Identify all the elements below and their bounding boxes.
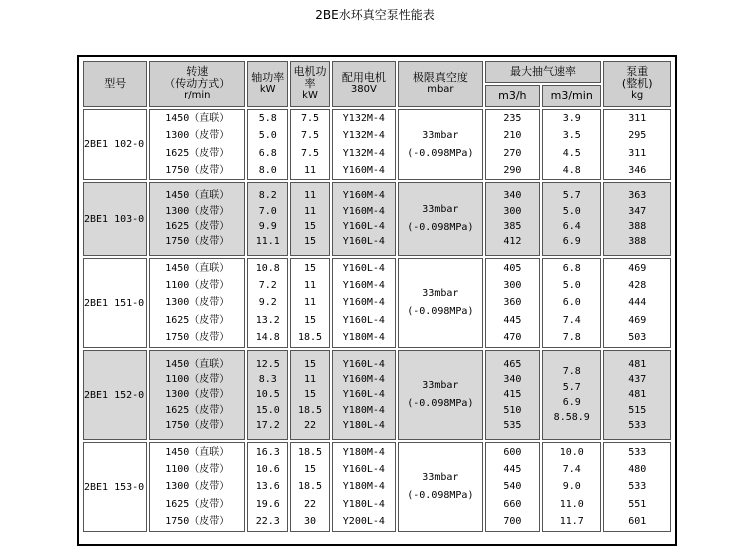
rate-m3h-value: 385 — [503, 221, 522, 232]
motor-value: Y180M-4 — [342, 481, 385, 493]
vacuum-value: 33mbar — [422, 129, 459, 141]
rate-m3min-value: 7.4 — [562, 314, 581, 326]
motor-power-value: 15 — [303, 314, 317, 326]
rate-m3min-cell — [542, 442, 601, 532]
speed-value: 1300（皮带） — [165, 481, 230, 493]
speed-value: 1625（皮带） — [165, 221, 230, 232]
rate-m3h-value: 700 — [503, 515, 522, 527]
motor-value: Y180M-4 — [342, 331, 385, 343]
table-row — [83, 258, 671, 348]
vacuum-value: 33mbar — [422, 288, 459, 299]
rate-m3min-value: 8.58.9 — [553, 412, 590, 424]
header-rate-m3min: m3/min — [542, 85, 601, 107]
motor-value: Y160M-4 — [342, 205, 385, 217]
rate-m3h-value: 290 — [503, 164, 522, 176]
table-row — [83, 109, 671, 180]
speed-value: 1300（皮带） — [165, 130, 230, 142]
shaft-power-value: 10.5 — [255, 389, 280, 401]
weight-value: 481 — [628, 358, 647, 370]
motor-value: Y132M-4 — [342, 130, 385, 142]
motor-power-value: 18.5 — [297, 481, 323, 493]
weight-value: 388 — [628, 221, 647, 232]
header-speed-label: 转速 — [186, 65, 209, 78]
weight-value: 437 — [628, 373, 647, 385]
weight-cell — [603, 182, 671, 256]
header-speed — [149, 61, 245, 107]
speed-value: 1750（皮带） — [165, 236, 230, 248]
shaft-power-value: 9.9 — [258, 221, 277, 232]
speed-value: 1625（皮带） — [165, 314, 230, 326]
rate-m3min-value: 5.0 — [562, 205, 581, 217]
shaft-power-value: 13.2 — [255, 314, 280, 326]
speed-cell — [149, 109, 245, 180]
rate-m3h-value: 535 — [503, 420, 522, 432]
rate-m3h-value: 600 — [503, 447, 522, 459]
rate-m3h-value: 360 — [503, 297, 522, 309]
motor-power-value: 18.5 — [297, 404, 323, 416]
motor-power-cell — [290, 109, 329, 180]
motor-value: Y200L-4 — [342, 515, 385, 527]
speed-value: 1750（皮带） — [165, 420, 230, 432]
speed-value: 1300（皮带） — [165, 389, 230, 401]
rate-m3h-value: 465 — [503, 358, 522, 370]
header-vacuum — [398, 61, 483, 107]
rate-m3min-value: 6.9 — [562, 397, 581, 408]
motor-value: Y132M-4 — [342, 147, 385, 159]
rate-m3h-value: 445 — [503, 464, 522, 476]
shaft-power-value: 7.0 — [258, 205, 277, 217]
vacuum-cell — [398, 109, 483, 180]
shaft-power-value: 5.0 — [258, 130, 277, 142]
rate-m3min-cell — [542, 258, 601, 348]
header-motor-power-label-2: 率 — [304, 77, 316, 90]
weight-value: 601 — [628, 515, 647, 527]
motor-cell — [332, 258, 396, 348]
rate-m3min-value: 10.0 — [559, 447, 584, 459]
motor-value: Y160L-4 — [342, 389, 385, 401]
header-motor-power-unit: kW — [302, 90, 318, 101]
speed-cell — [149, 258, 245, 348]
motor-value: Y160M-4 — [342, 280, 385, 292]
motor-power-value: 22 — [303, 498, 317, 510]
performance-table — [81, 59, 673, 534]
weight-value: 469 — [628, 314, 647, 326]
rate-m3h-value: 412 — [503, 236, 522, 248]
motor-value: Y180L-4 — [342, 420, 385, 432]
rate-m3h-value: 235 — [503, 113, 522, 125]
motor-power-value: 11 — [303, 280, 317, 292]
motor-value: Y180M-4 — [342, 404, 385, 416]
header-shaft-power — [247, 61, 288, 107]
rate-m3min-value: 4.8 — [562, 164, 581, 176]
vacuum-pressure: (-0.098MPa) — [407, 398, 474, 409]
motor-power-value: 11 — [303, 190, 317, 202]
rate-m3h-cell — [485, 442, 540, 532]
rate-m3min-value: 7.8 — [562, 366, 581, 378]
weight-value: 503 — [628, 331, 647, 343]
table-row — [83, 350, 671, 440]
rate-m3min-value: 9.0 — [562, 481, 581, 493]
motor-value: Y160L-4 — [342, 263, 385, 275]
header-weight — [603, 61, 671, 107]
shaft-power-value: 11.1 — [255, 236, 280, 248]
motor-value: Y160M-4 — [342, 164, 385, 176]
shaft-power-value: 10.6 — [255, 464, 280, 476]
motor-power-cell — [290, 258, 329, 348]
rate-m3h-value: 415 — [503, 389, 522, 401]
header-motor-voltage: 380V — [350, 84, 377, 95]
rate-m3h-value: 340 — [503, 190, 522, 202]
rate-m3h-value: 340 — [503, 373, 522, 385]
rate-m3min-cell — [542, 182, 601, 256]
shaft-power-cell — [247, 442, 288, 532]
rate-m3min-value: 7.4 — [562, 464, 581, 476]
motor-power-value: 11 — [303, 297, 317, 309]
motor-power-value: 7.5 — [300, 113, 320, 125]
shaft-power-value: 12.5 — [255, 358, 280, 370]
motor-cell — [332, 109, 396, 180]
weight-value: 311 — [628, 147, 647, 159]
rate-m3min-value: 4.5 — [562, 147, 581, 159]
rate-m3min-value: 5.7 — [562, 381, 581, 393]
vacuum-cell — [398, 258, 483, 348]
motor-power-value: 15 — [303, 389, 317, 401]
model-cell: 2BE1 152-0 — [83, 350, 147, 440]
speed-value: 1750（皮带） — [165, 164, 230, 176]
shaft-power-value: 17.2 — [255, 420, 280, 432]
motor-value: Y160L-4 — [342, 464, 385, 476]
rate-m3min-value: 11.0 — [559, 498, 584, 510]
speed-value: 1100（皮带） — [165, 373, 230, 385]
shaft-power-cell — [247, 109, 288, 180]
motor-value: Y180L-4 — [342, 498, 385, 510]
motor-value: Y160M-4 — [342, 190, 385, 202]
motor-power-value: 11 — [303, 164, 317, 176]
vacuum-pressure: (-0.098MPa) — [407, 147, 474, 159]
weight-value: 469 — [628, 263, 647, 275]
motor-power-value: 18.5 — [297, 331, 323, 343]
performance-table-frame — [77, 55, 677, 546]
model-cell: 2BE1 103-0 — [83, 182, 147, 256]
shaft-power-value: 8.2 — [258, 190, 277, 202]
page-title: 2BE水环真空泵性能表 — [315, 8, 435, 22]
motor-power-value: 15 — [303, 263, 317, 275]
weight-cell — [603, 258, 671, 348]
speed-value: 1450（直联） — [165, 190, 230, 202]
header-speed-unit: r/min — [184, 90, 211, 101]
rate-m3h-value: 470 — [503, 331, 522, 343]
header-rate-m3h: m3/h — [485, 85, 540, 107]
vacuum-pressure: (-0.098MPa) — [407, 222, 474, 233]
weight-value: 480 — [628, 464, 647, 476]
rate-m3h-cell — [485, 258, 540, 348]
rate-m3min-value: 3.5 — [562, 130, 581, 142]
vacuum-cell — [398, 182, 483, 256]
rate-m3min-value: 6.4 — [562, 221, 581, 232]
rate-m3h-cell — [485, 182, 540, 256]
speed-value: 1450（直联） — [165, 113, 230, 125]
rate-m3min-value: 5.7 — [562, 190, 581, 202]
shaft-power-value: 7.2 — [258, 280, 277, 292]
speed-value: 1625（皮带） — [165, 498, 230, 510]
header-motor-power — [290, 61, 329, 107]
header-vacuum-label: 极限真空度 — [412, 71, 468, 84]
motor-power-value: 11 — [303, 205, 317, 217]
rate-m3min-value: 6.8 — [562, 263, 581, 275]
speed-cell — [149, 442, 245, 532]
speed-value: 1450（直联） — [165, 447, 230, 459]
header-weight-unit: kg — [631, 90, 644, 101]
speed-value: 1100（皮带） — [165, 280, 230, 292]
speed-cell — [149, 182, 245, 256]
speed-value: 1100（皮带） — [165, 464, 230, 476]
rate-m3h-value: 210 — [503, 130, 522, 142]
motor-power-value: 22 — [303, 420, 317, 432]
weight-value: 346 — [628, 164, 647, 176]
weight-value: 444 — [628, 297, 647, 309]
rate-m3min-value: 3.9 — [562, 113, 581, 125]
rate-m3min-value: 5.0 — [562, 280, 581, 292]
motor-power-value: 15 — [303, 464, 317, 476]
speed-value: 1450（直联） — [165, 358, 230, 370]
motor-power-value: 11 — [303, 373, 317, 385]
model-cell: 2BE1 151-0 — [83, 258, 147, 348]
vacuum-cell — [398, 442, 483, 532]
weight-cell — [603, 109, 671, 180]
motor-power-value: 15 — [303, 358, 317, 370]
weight-value: 533 — [628, 420, 647, 432]
rate-m3h-value: 510 — [503, 404, 522, 416]
motor-value: Y160L-4 — [342, 236, 385, 248]
model-cell: 2BE1 153-0 — [83, 442, 147, 532]
shaft-power-value: 9.2 — [258, 297, 277, 309]
shaft-power-value: 22.3 — [255, 515, 280, 527]
rate-m3h-value: 300 — [503, 205, 522, 217]
header-speed-drive: （传动方式） — [164, 77, 231, 90]
header-motor — [332, 61, 396, 107]
motor-power-cell — [290, 350, 329, 440]
rate-m3min-cell — [542, 350, 601, 440]
shaft-power-value: 6.8 — [258, 147, 277, 159]
weight-value: 481 — [628, 389, 647, 401]
weight-value: 515 — [628, 404, 647, 416]
rate-m3h-value: 445 — [503, 314, 522, 326]
motor-cell — [332, 350, 396, 440]
model-cell: 2BE1 102-0 — [83, 109, 147, 180]
motor-value: Y160L-4 — [342, 221, 385, 232]
motor-power-cell — [290, 442, 329, 532]
weight-value: 363 — [628, 190, 647, 202]
motor-value: Y132M-4 — [342, 113, 385, 125]
vacuum-pressure: (-0.098MPa) — [407, 490, 474, 501]
rate-m3min-cell — [542, 109, 601, 180]
header-weight-sub: (整机) — [621, 77, 653, 90]
motor-value: Y180M-4 — [342, 447, 385, 459]
speed-value: 1625（皮带） — [165, 404, 230, 416]
speed-value: 1750（皮带） — [165, 515, 230, 527]
shaft-power-cell — [247, 350, 288, 440]
shaft-power-cell — [247, 258, 288, 348]
header-motor-power-label-1: 电机功 — [293, 65, 327, 78]
shaft-power-value: 14.8 — [255, 331, 280, 343]
shaft-power-value: 8.0 — [258, 164, 277, 176]
rate-m3h-value: 270 — [503, 147, 522, 159]
vacuum-value: 33mbar — [422, 380, 459, 391]
motor-power-value: 30 — [303, 515, 317, 527]
motor-power-value: 7.5 — [300, 130, 320, 142]
vacuum-value: 33mbar — [422, 204, 459, 215]
rate-m3min-value: 7.8 — [562, 331, 581, 343]
rate-m3h-value: 405 — [503, 263, 522, 275]
rate-m3min-value: 11.7 — [559, 515, 584, 527]
motor-value: Y160L-4 — [342, 314, 385, 326]
table-body — [83, 109, 671, 532]
speed-cell — [149, 350, 245, 440]
rate-m3h-value: 540 — [503, 481, 522, 493]
weight-value: 295 — [628, 130, 647, 142]
vacuum-cell — [398, 350, 483, 440]
rate-m3h-value: 300 — [503, 280, 522, 292]
weight-value: 533 — [628, 447, 647, 459]
rate-m3h-cell — [485, 350, 540, 440]
weight-cell — [603, 350, 671, 440]
vacuum-pressure: (-0.098MPa) — [407, 306, 474, 317]
rate-m3min-value: 6.9 — [562, 236, 581, 248]
weight-value: 311 — [628, 113, 647, 125]
speed-value: 1450（直联） — [165, 263, 230, 275]
rate-m3min-value: 6.0 — [562, 297, 581, 309]
header-model: 型号 — [83, 61, 147, 107]
motor-power-value: 7.5 — [300, 147, 320, 159]
weight-value: 347 — [628, 205, 647, 217]
header-shaft-power-unit: kW — [259, 84, 276, 95]
shaft-power-value: 13.6 — [255, 481, 280, 493]
shaft-power-value: 16.3 — [255, 447, 280, 459]
motor-value: Y160M-4 — [342, 297, 385, 309]
header-weight-label: 泵重 — [626, 65, 649, 78]
shaft-power-value: 8.3 — [258, 373, 277, 385]
table-row — [83, 182, 671, 256]
weight-value: 533 — [628, 481, 647, 493]
speed-value: 1750（皮带） — [165, 331, 230, 343]
shaft-power-cell — [247, 182, 288, 256]
header-max-rate: 最大抽气速率 — [485, 61, 602, 83]
motor-power-value: 18.5 — [297, 447, 323, 459]
vacuum-value: 33mbar — [422, 472, 459, 483]
table-row — [83, 442, 671, 532]
speed-value: 1300（皮带） — [165, 205, 230, 217]
motor-power-value: 15 — [303, 236, 317, 248]
motor-cell — [332, 442, 396, 532]
speed-value: 1300（皮带） — [165, 297, 230, 309]
header-vacuum-unit: mbar — [427, 84, 454, 95]
motor-power-value: 15 — [303, 221, 317, 232]
motor-power-cell — [290, 182, 329, 256]
shaft-power-value: 19.6 — [255, 498, 280, 510]
rate-m3h-cell — [485, 109, 540, 180]
header-motor-label: 配用电机 — [341, 71, 386, 84]
weight-cell — [603, 442, 671, 532]
shaft-power-value: 10.8 — [255, 263, 280, 275]
weight-value: 551 — [628, 498, 647, 510]
motor-cell — [332, 182, 396, 256]
shaft-power-value: 15.0 — [255, 404, 280, 416]
weight-value: 388 — [628, 236, 647, 248]
motor-value: Y160M-4 — [342, 373, 385, 385]
shaft-power-value: 5.8 — [258, 113, 277, 125]
weight-value: 428 — [628, 280, 647, 292]
header-shaft-power-label: 轴功率 — [251, 71, 285, 84]
motor-value: Y160L-4 — [342, 358, 385, 370]
speed-value: 1625（皮带） — [165, 147, 230, 159]
rate-m3h-value: 660 — [503, 498, 522, 510]
